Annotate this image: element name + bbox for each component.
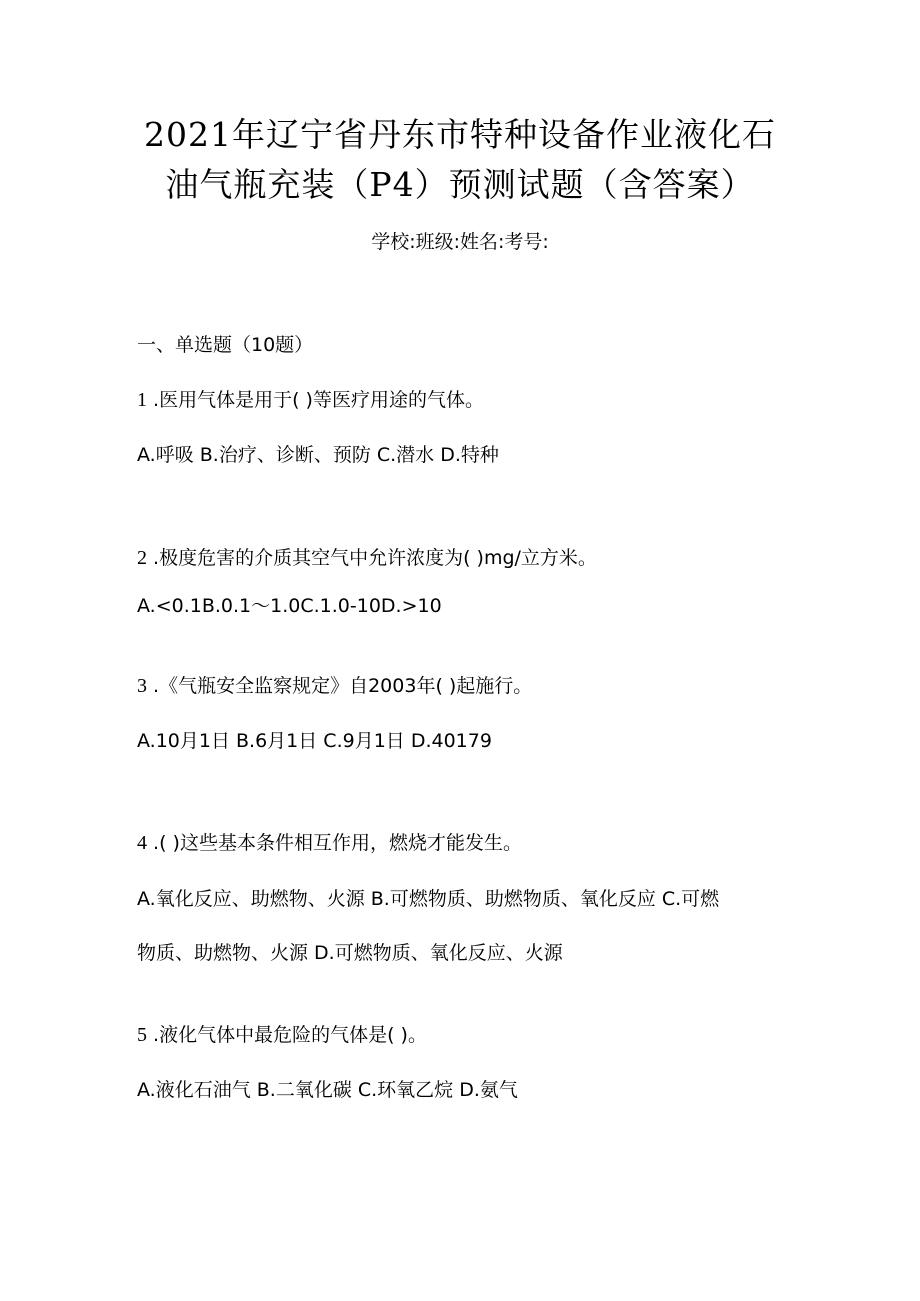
question-1-stem [137, 387, 484, 413]
question-3-stem [137, 673, 532, 699]
question-text: .( )这些基本条件相互作用，燃烧才能发生。 [153, 832, 522, 854]
question-number: 3 [137, 675, 147, 697]
document-title [0, 110, 920, 210]
question-number: 5 [137, 1024, 147, 1046]
question-text: .液化气体中最危险的气体是( )。 [153, 1024, 427, 1046]
question-2-options: A.<0.1B.0.1～1.0C.1.0-10D.>10 [137, 595, 442, 617]
question-2-stem [137, 545, 597, 571]
question-4-stem [137, 830, 522, 856]
question-number: 4 [137, 832, 147, 854]
section-heading: 一、单选题（10题） [137, 334, 314, 356]
question-4-options-line-1: A.氧化反应、助燃物、火源 B.可燃物质、助燃物质、氧化反应 C.可燃 [137, 888, 720, 910]
question-text: .极度危害的介质其空气中允许浓度为( )mg/立方米。 [153, 547, 597, 569]
question-number: 2 [137, 547, 147, 569]
question-text: .《气瓶安全监察规定》自2003年( )起施行。 [153, 675, 533, 697]
title-line-1: 2021年辽宁省丹东市特种设备作业液化石 [144, 115, 776, 154]
question-5-options: A.液化石油气 B.二氧化碳 C.环氧乙烷 D.氨气 [137, 1079, 518, 1101]
title-line-2: 油气瓶充装（P4）预测试题（含答案） [165, 165, 755, 204]
question-3-options: A.10月1日 B.6月1日 C.9月1日 D.40179 [137, 730, 492, 752]
question-text: .医用气体是用于( )等医疗用途的气体。 [153, 389, 484, 411]
student-info-line: 学校:班级:姓名:考号: [371, 231, 549, 253]
question-number: 1 [137, 389, 147, 411]
question-1-options: A.呼吸 B.治疗、诊断、预防 C.潜水 D.特种 [137, 444, 499, 466]
question-4-options-line-2: 物质、助燃物、火源 D.可燃物质、氧化反应、火源 [137, 942, 563, 964]
question-5-stem [137, 1022, 427, 1048]
